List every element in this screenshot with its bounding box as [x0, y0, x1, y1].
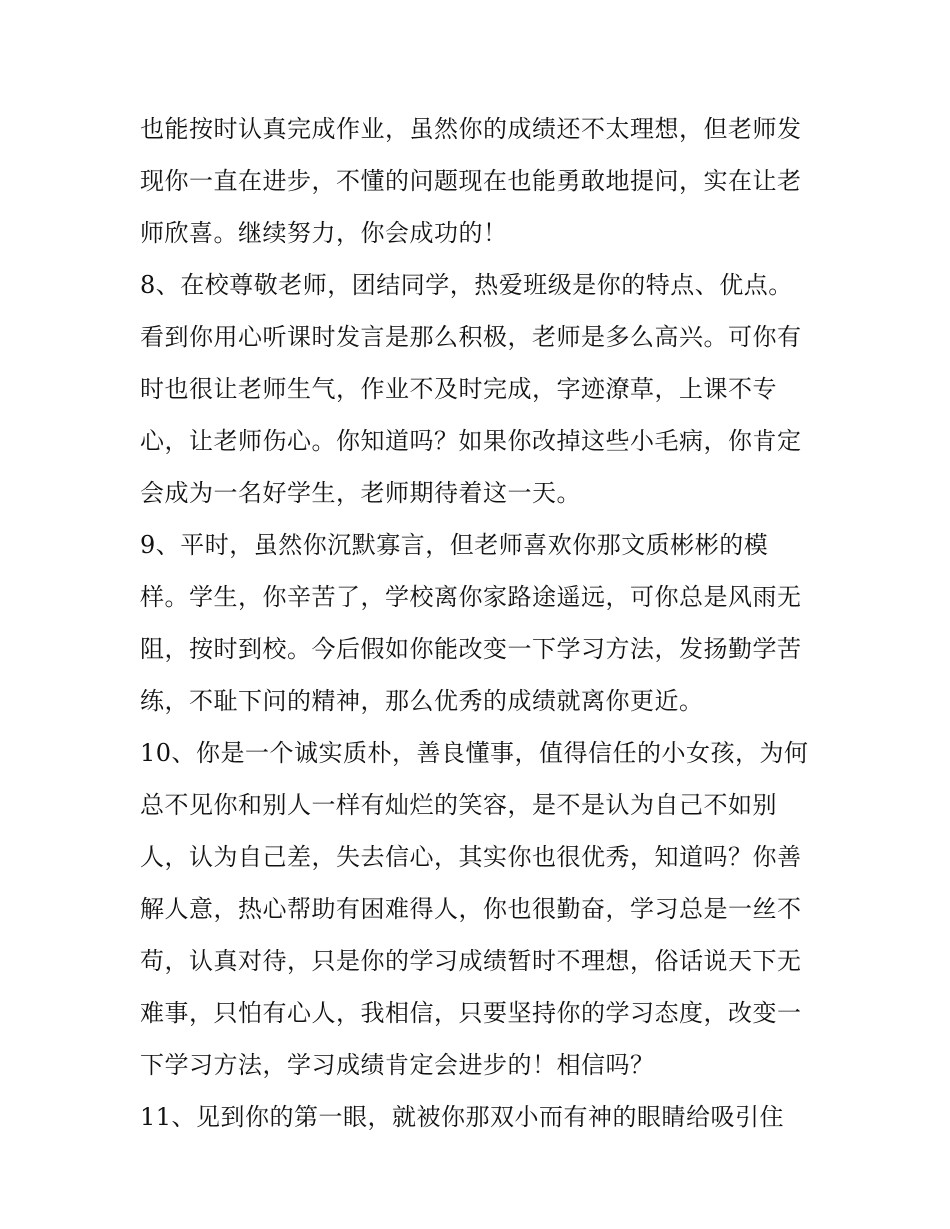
text-line: 人，认为自己差，失去信心，其实你也很优秀，知道吗？你善 — [140, 843, 802, 871]
text-line: 苟，认真对待，只是你的学习成绩暂时不理想，俗话说天下无 — [140, 947, 802, 975]
text-line: 难事，只怕有心人，我相信，只要坚持你的学习态度，改变一 — [140, 999, 802, 1027]
text-line: 解人意，热心帮助有困难得人，你也很勤奋，学习总是一丝不 — [140, 895, 802, 923]
text-line: 也能按时认真完成作业，虽然你的成绩还不太理想，但老师发 — [140, 115, 802, 143]
text-line: 11、见到你的第一眼，就被你那双小而有神的眼睛给吸引住 — [140, 1103, 785, 1131]
text-line: 8、在校尊敬老师，团结同学，热爱班级是你的特点、优点。 — [140, 271, 793, 299]
text-line: 总不见你和别人一样有灿烂的笑容，是不是认为自己不如别 — [140, 791, 777, 819]
text-line: 样。学生，你辛苦了，学校离你家路途遥远，可你总是风雨无 — [140, 583, 802, 611]
text-line: 会成为一名好学生，老师期待着这一天。 — [140, 479, 581, 507]
text-line: 现你一直在进步，不懂的问题现在也能勇敢地提问，实在让老 — [140, 167, 802, 195]
text-line: 心，让老师伤心。你知道吗？如果你改掉这些小毛病，你肯定 — [140, 427, 802, 455]
text-line: 时也很让老师生气，作业不及时完成，字迹潦草，上课不专 — [140, 375, 777, 403]
text-line: 看到你用心听课时发言是那么积极，老师是多么高兴。可你有 — [140, 323, 802, 351]
text-line: 练，不耻下问的精神，那么优秀的成绩就离你更近。 — [140, 687, 704, 715]
text-line: 阻，按时到校。今后假如你能改变一下学习方法，发扬勤学苦 — [140, 635, 802, 663]
text-line: 10、你是一个诚实质朴，善良懂事，值得信任的小女孩，为何 — [140, 739, 809, 767]
text-line: 师欣喜。继续努力，你会成功的！ — [140, 219, 508, 247]
text-line: 下学习方法，学习成绩肯定会进步的！相信吗？ — [140, 1051, 655, 1079]
text-line: 9、平时，虽然你沉默寡言，但老师喜欢你那文质彬彬的模 — [140, 531, 769, 559]
